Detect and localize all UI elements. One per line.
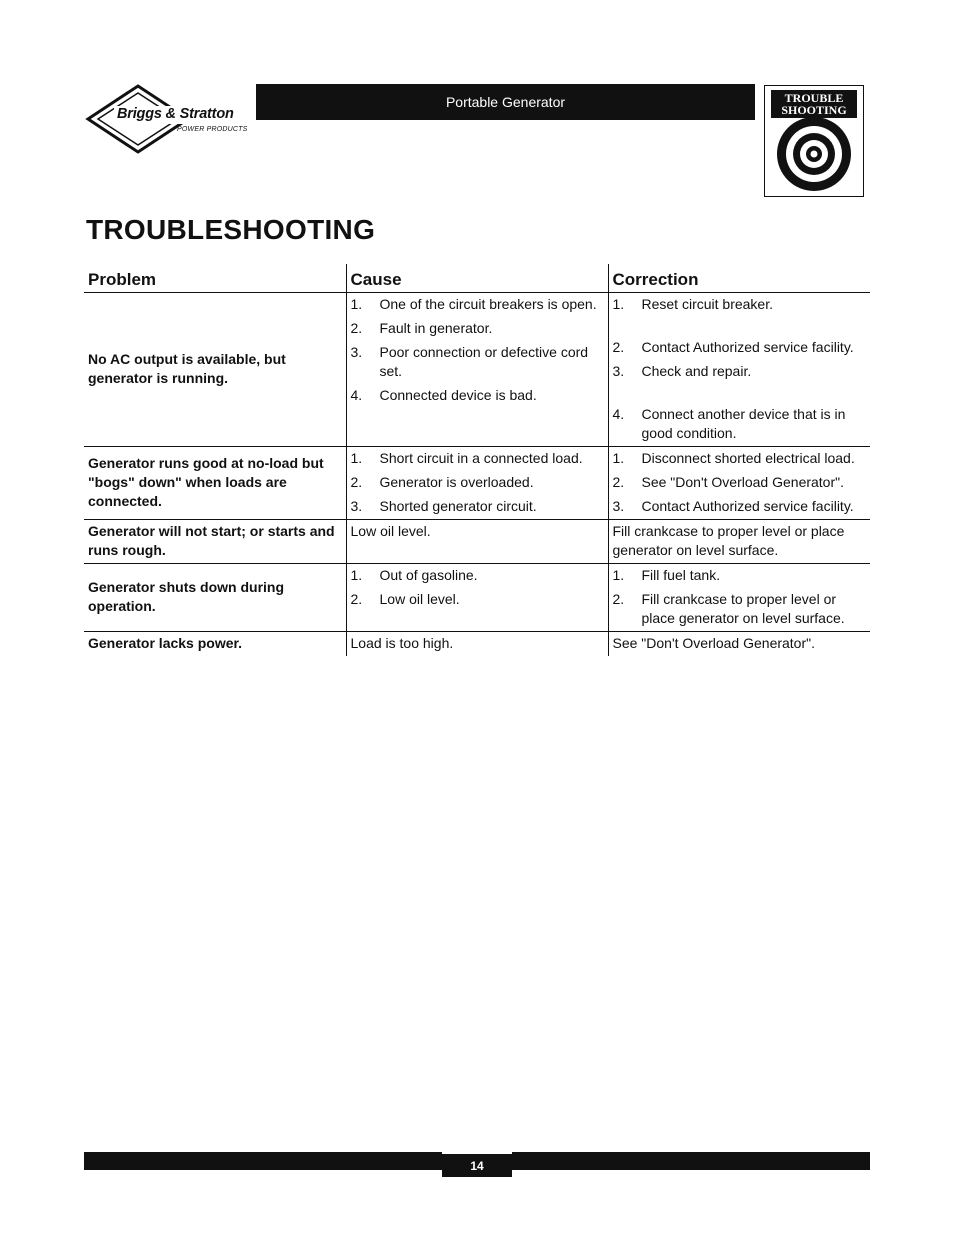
correction-cell — [608, 447, 870, 520]
badge-line-1: TROUBLE — [784, 91, 844, 105]
problem-cell: Generator shuts down during operation. — [84, 564, 346, 632]
list-item: 2. See "Don't Overload Generator". — [612, 474, 844, 490]
problem-cell: Generator runs good at no-load but "bogs" down" when loads are connected. — [84, 447, 346, 520]
list-item: 2. Low oil level. — [350, 591, 460, 607]
table-row — [84, 520, 870, 564]
correction-cell: Fill crankcase to proper level or place generator on level surface. — [608, 520, 870, 564]
cause-cell — [346, 293, 608, 447]
list-item: 1. Out of gasoline. — [350, 567, 478, 583]
header-problem: Problem — [84, 264, 346, 293]
list-item: 1. Short circuit in a connected load. — [350, 450, 583, 466]
list-item: 1. One of the circuit breakers is open. — [350, 296, 597, 312]
list-item: 3. Check and repair. — [612, 363, 752, 379]
badge-title — [771, 90, 857, 118]
problem-cell: Generator lacks power. — [88, 635, 243, 651]
troubleshooting-badge — [764, 85, 864, 197]
list-item: 2. Fault in generator. — [350, 320, 493, 336]
badge-line-2: SHOOTING — [781, 103, 847, 117]
table-row — [84, 632, 870, 657]
page-number: 14 — [442, 1152, 512, 1177]
list-item: 3. Shorted generator circuit. — [350, 498, 537, 514]
list-item: 1. Disconnect shorted electrical load. — [612, 450, 855, 466]
page-title: TROUBLESHOOTING — [86, 214, 376, 245]
problem-cell: No AC output is available, but generator is running. — [84, 293, 346, 447]
troubleshooting-table — [84, 264, 870, 656]
brand-subtitle: POWER PRODUCTS — [177, 126, 248, 133]
problem-cell: Generator will not start; or starts and runs rough. — [84, 520, 346, 564]
header-correction: Correction — [608, 264, 870, 293]
product-title-bar — [256, 84, 755, 120]
cause-cell — [346, 564, 608, 632]
list-item: 3. Poor connection or defective cord set. — [350, 344, 589, 379]
table-row — [84, 293, 870, 447]
table-row — [84, 564, 870, 632]
cause-cell: Load is too high. — [346, 632, 608, 657]
header-cause: Cause — [346, 264, 608, 293]
list-item: 1. Fill fuel tank. — [612, 567, 721, 583]
table-header-row — [84, 264, 870, 293]
briggs-stratton-logo — [84, 84, 254, 154]
table-row — [84, 447, 870, 520]
brand-name: Briggs & Stratton — [117, 106, 234, 122]
list-item: 3. Contact Authorized service facility. — [612, 498, 854, 514]
list-item: 2. Fill crankcase to proper level or place generator on level surface. — [612, 591, 845, 626]
correction-cell — [608, 564, 870, 632]
cause-cell — [346, 447, 608, 520]
list-item: 2. Generator is overloaded. — [350, 474, 534, 490]
list-item: 4. Connect another device that is in good condition. — [612, 406, 846, 441]
target-icon — [765, 118, 863, 196]
list-item: 2. Contact Authorized service facility. — [612, 339, 854, 355]
product-title: Portable Generator — [445, 94, 566, 110]
correction-cell: See "Don't Overload Generator". — [608, 632, 870, 657]
cause-cell: Low oil level. — [346, 520, 608, 564]
list-item: 4. Connected device is bad. — [350, 387, 537, 403]
correction-cell — [608, 293, 870, 447]
list-item: 1. Reset circuit breaker. — [612, 296, 773, 312]
